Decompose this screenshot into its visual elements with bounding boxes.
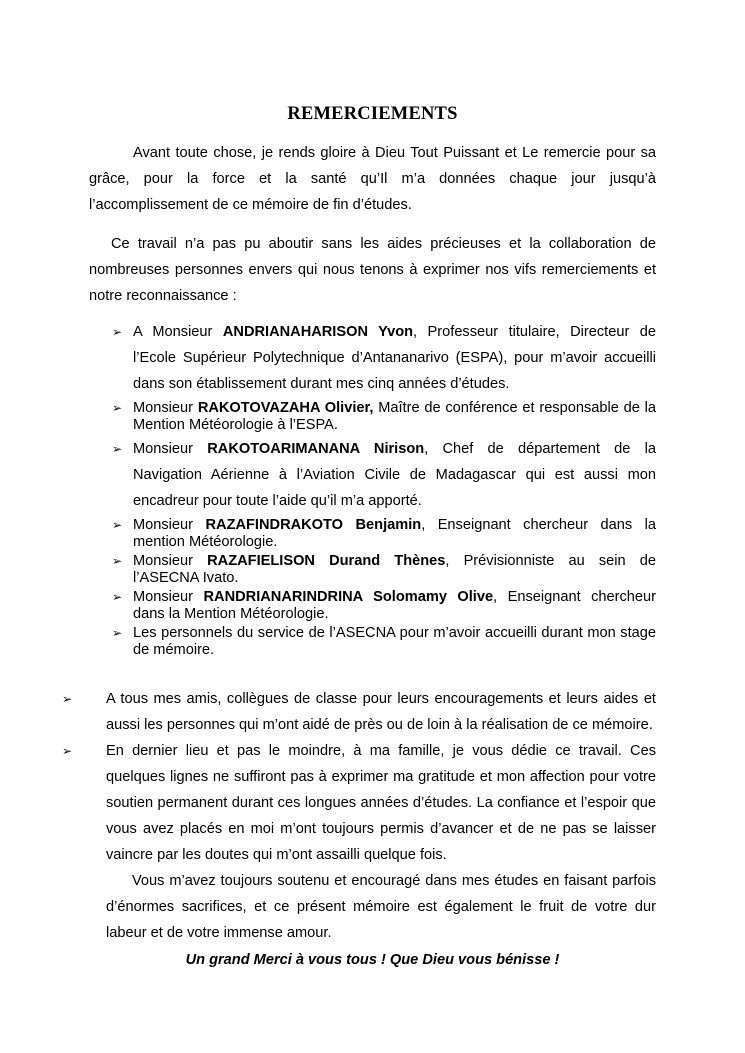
page-title: REMERCIEMENTS — [287, 104, 458, 124]
item-prefix: Monsieur — [133, 400, 198, 416]
item-prefix: Monsieur — [133, 553, 208, 569]
list-item — [112, 553, 656, 586]
arrow-bullet-icon: ➢ — [62, 692, 73, 706]
person-name: RAKOTOARIMANANA Nirison — [207, 441, 425, 457]
item-prefix: Monsieur — [133, 517, 206, 533]
item-prefix: Monsieur — [133, 441, 208, 457]
person-name: RAKOTOVAZAHA Olivier, — [197, 400, 374, 416]
item-text: , Professeur titulaire, Directeur de l’Ecole Supérieur Polytechnique d’Antananarivo (ESPA), pour m’avoir accueilli dans son établissement durant mes cinq années d’études. — [133, 324, 657, 392]
arrow-bullet-icon: ➢ — [62, 744, 73, 758]
arrow-bullet-icon: ➢ — [112, 442, 123, 456]
item-text: , Enseignant chercheur dans la mention Météorologie. — [133, 517, 657, 550]
arrow-bullet-icon: ➢ — [112, 626, 123, 640]
item-text: Maître de conférence et responsable de la Mention Météorologie à l’ESPA. — [133, 400, 657, 433]
acknowledgement-list — [112, 319, 656, 661]
item-text: , Enseignant chercheur dans la Mention Météorologie. — [133, 589, 657, 622]
arrow-bullet-icon: ➢ — [112, 554, 123, 568]
list-item — [62, 738, 656, 946]
family-paragraph: En dernier lieu et pas le moindre, à ma famille, je vous dédie ce travail. Ces quelques lignes ne suffiront pas à exprimer ma gratitude et mon affection pour votre soutien permanent durant ces longues années d’études. La confiance et l’espoir que vous avez placés en moi m’ont toujours permis d’avancer et de ne pas se laisser vaincre par les doutes qui m’ont assailli quelque fois. — [106, 743, 656, 863]
item-text: Les personnels du service de l’ASECNA pour m’avoir accueilli durant mon stage de mémoire. — [133, 625, 656, 658]
list-item — [112, 625, 656, 658]
arrow-bullet-icon: ➢ — [112, 325, 123, 339]
person-name: RANDRIANARINDRINA Solomamy Olive — [203, 589, 494, 605]
list-item — [62, 686, 656, 738]
person-name: ANDRIANAHARISON Yvon — [222, 324, 414, 340]
arrow-bullet-icon: ➢ — [112, 401, 123, 415]
intro-paragraph: Avant toute chose, je rends gloire à Dieu Tout Puissant et Le remercie pour sa grâce, pour la force et la santé qu’Il m’a données chaque jour jusqu’à l’accomplissement de ce mémoire de fin d’études. — [89, 145, 656, 213]
friends-paragraph: A tous mes amis, collègues de classe pour leurs encouragements et leurs aides et aussi les personnes qui m’ont aidé de près ou de loin à la réalisation de ce mémoire. — [106, 691, 656, 733]
list-item — [112, 400, 656, 433]
list-item — [112, 436, 656, 514]
person-name: RAZAFIELISON Durand Thènes — [207, 553, 446, 569]
item-text: , Chef de département de la Navigation Aérienne à l’Aviation Civile de Madagascar qui est aussi mon encadreur pour toute l’aide qu’il m’a apporté. — [133, 441, 656, 509]
arrow-bullet-icon: ➢ — [112, 590, 123, 604]
list-item — [112, 589, 656, 622]
thanks-list — [62, 686, 656, 946]
item-text: , Prévisionniste au sein de l’ASECNA Ivato. — [133, 553, 657, 586]
item-prefix: Monsieur — [133, 589, 204, 605]
arrow-bullet-icon: ➢ — [112, 518, 123, 532]
collaboration-paragraph: Ce travail n’a pas pu aboutir sans les aides précieuses et la collaboration de nombreuses personnes envers qui nous tenons à exprimer nos vifs remerciements et notre reconnaissance : — [89, 236, 656, 304]
item-prefix: A Monsieur — [133, 324, 223, 340]
list-item — [112, 319, 656, 397]
closing-line: Un grand Merci à vous tous ! Que Dieu vous bénisse ! — [185, 952, 560, 968]
person-name: RAZAFINDRAKOTO Benjamin — [205, 517, 422, 533]
list-item — [112, 517, 656, 550]
family-continued-paragraph: Vous m’avez toujours soutenu et encouragé dans mes études en faisant parfois d’énormes sacrifices, et ce présent mémoire est également le fruit de votre dur labeur et de votre immense amour. — [106, 873, 656, 941]
